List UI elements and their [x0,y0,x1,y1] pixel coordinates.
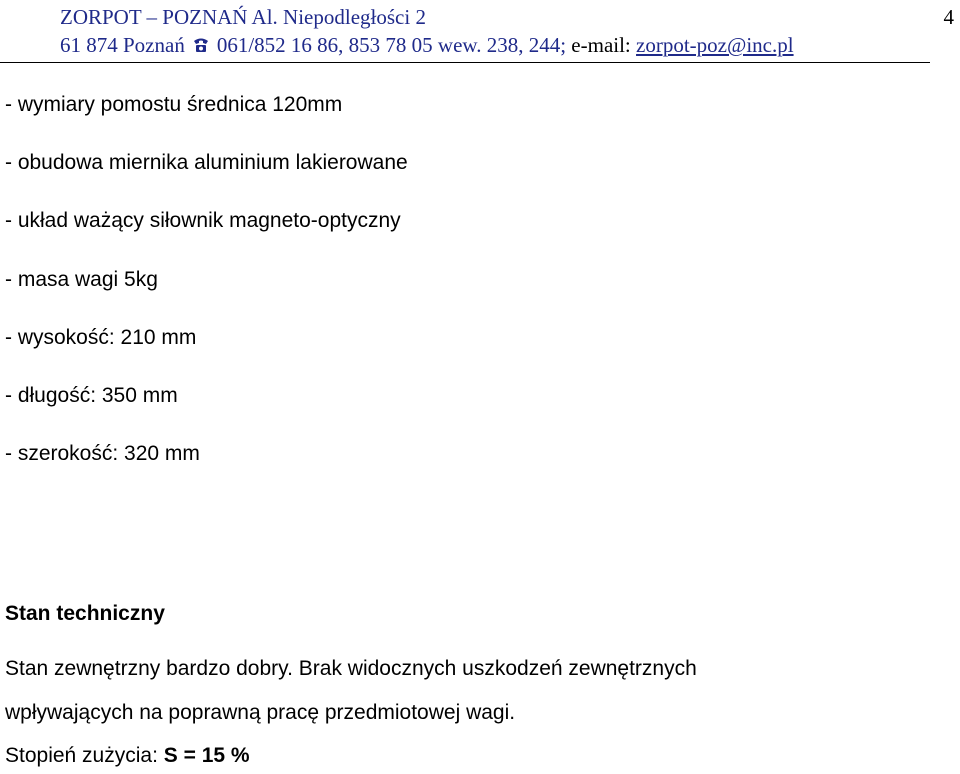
email-link[interactable]: zorpot-poz@inc.pl [636,33,794,57]
wear-degree-label: Stopień zużycia: [5,744,164,767]
condition-text-line1: Stan zewnętrzny bardzo dobry. Brak widocznych uszkodzeń zewnętrznych [5,657,697,680]
spec-item-weighing-system: - układ ważący siłownik magneto-optyczny [5,209,401,232]
phone-numbers: 061/852 16 86, 853 78 05 wew. 238, 244; [216,33,567,57]
condition-text-line2: wpływających na poprawną pracę przedmiotowej wagi. [5,701,516,724]
spec-item-length: - długość: 350 mm [5,384,178,407]
wear-degree-value: S = 15 % [163,744,250,767]
postal-address: 61 874 Poznań [60,33,185,57]
company-contact-line [60,32,794,58]
spec-item-platform: - wymiary pomostu średnica 120mm [5,93,343,116]
header-divider [0,62,930,63]
email-label: e-mail: [566,33,637,57]
page-header [0,0,960,64]
spec-item-height: - wysokość: 210 mm [5,326,197,349]
spec-item-width: - szerokość: 320 mm [5,442,200,465]
wear-degree-line [5,743,250,769]
spec-item-mass: - masa wagi 5kg [5,268,158,291]
page-number: 4 [943,5,954,29]
spec-item-housing: - obudowa miernika aluminium lakierowane [5,151,408,174]
company-name-address: ZORPOT – POZNAŃ Al. Niepodległości 2 [60,5,426,29]
section-title-condition: Stan techniczny [5,602,165,625]
telephone-icon [191,35,211,55]
